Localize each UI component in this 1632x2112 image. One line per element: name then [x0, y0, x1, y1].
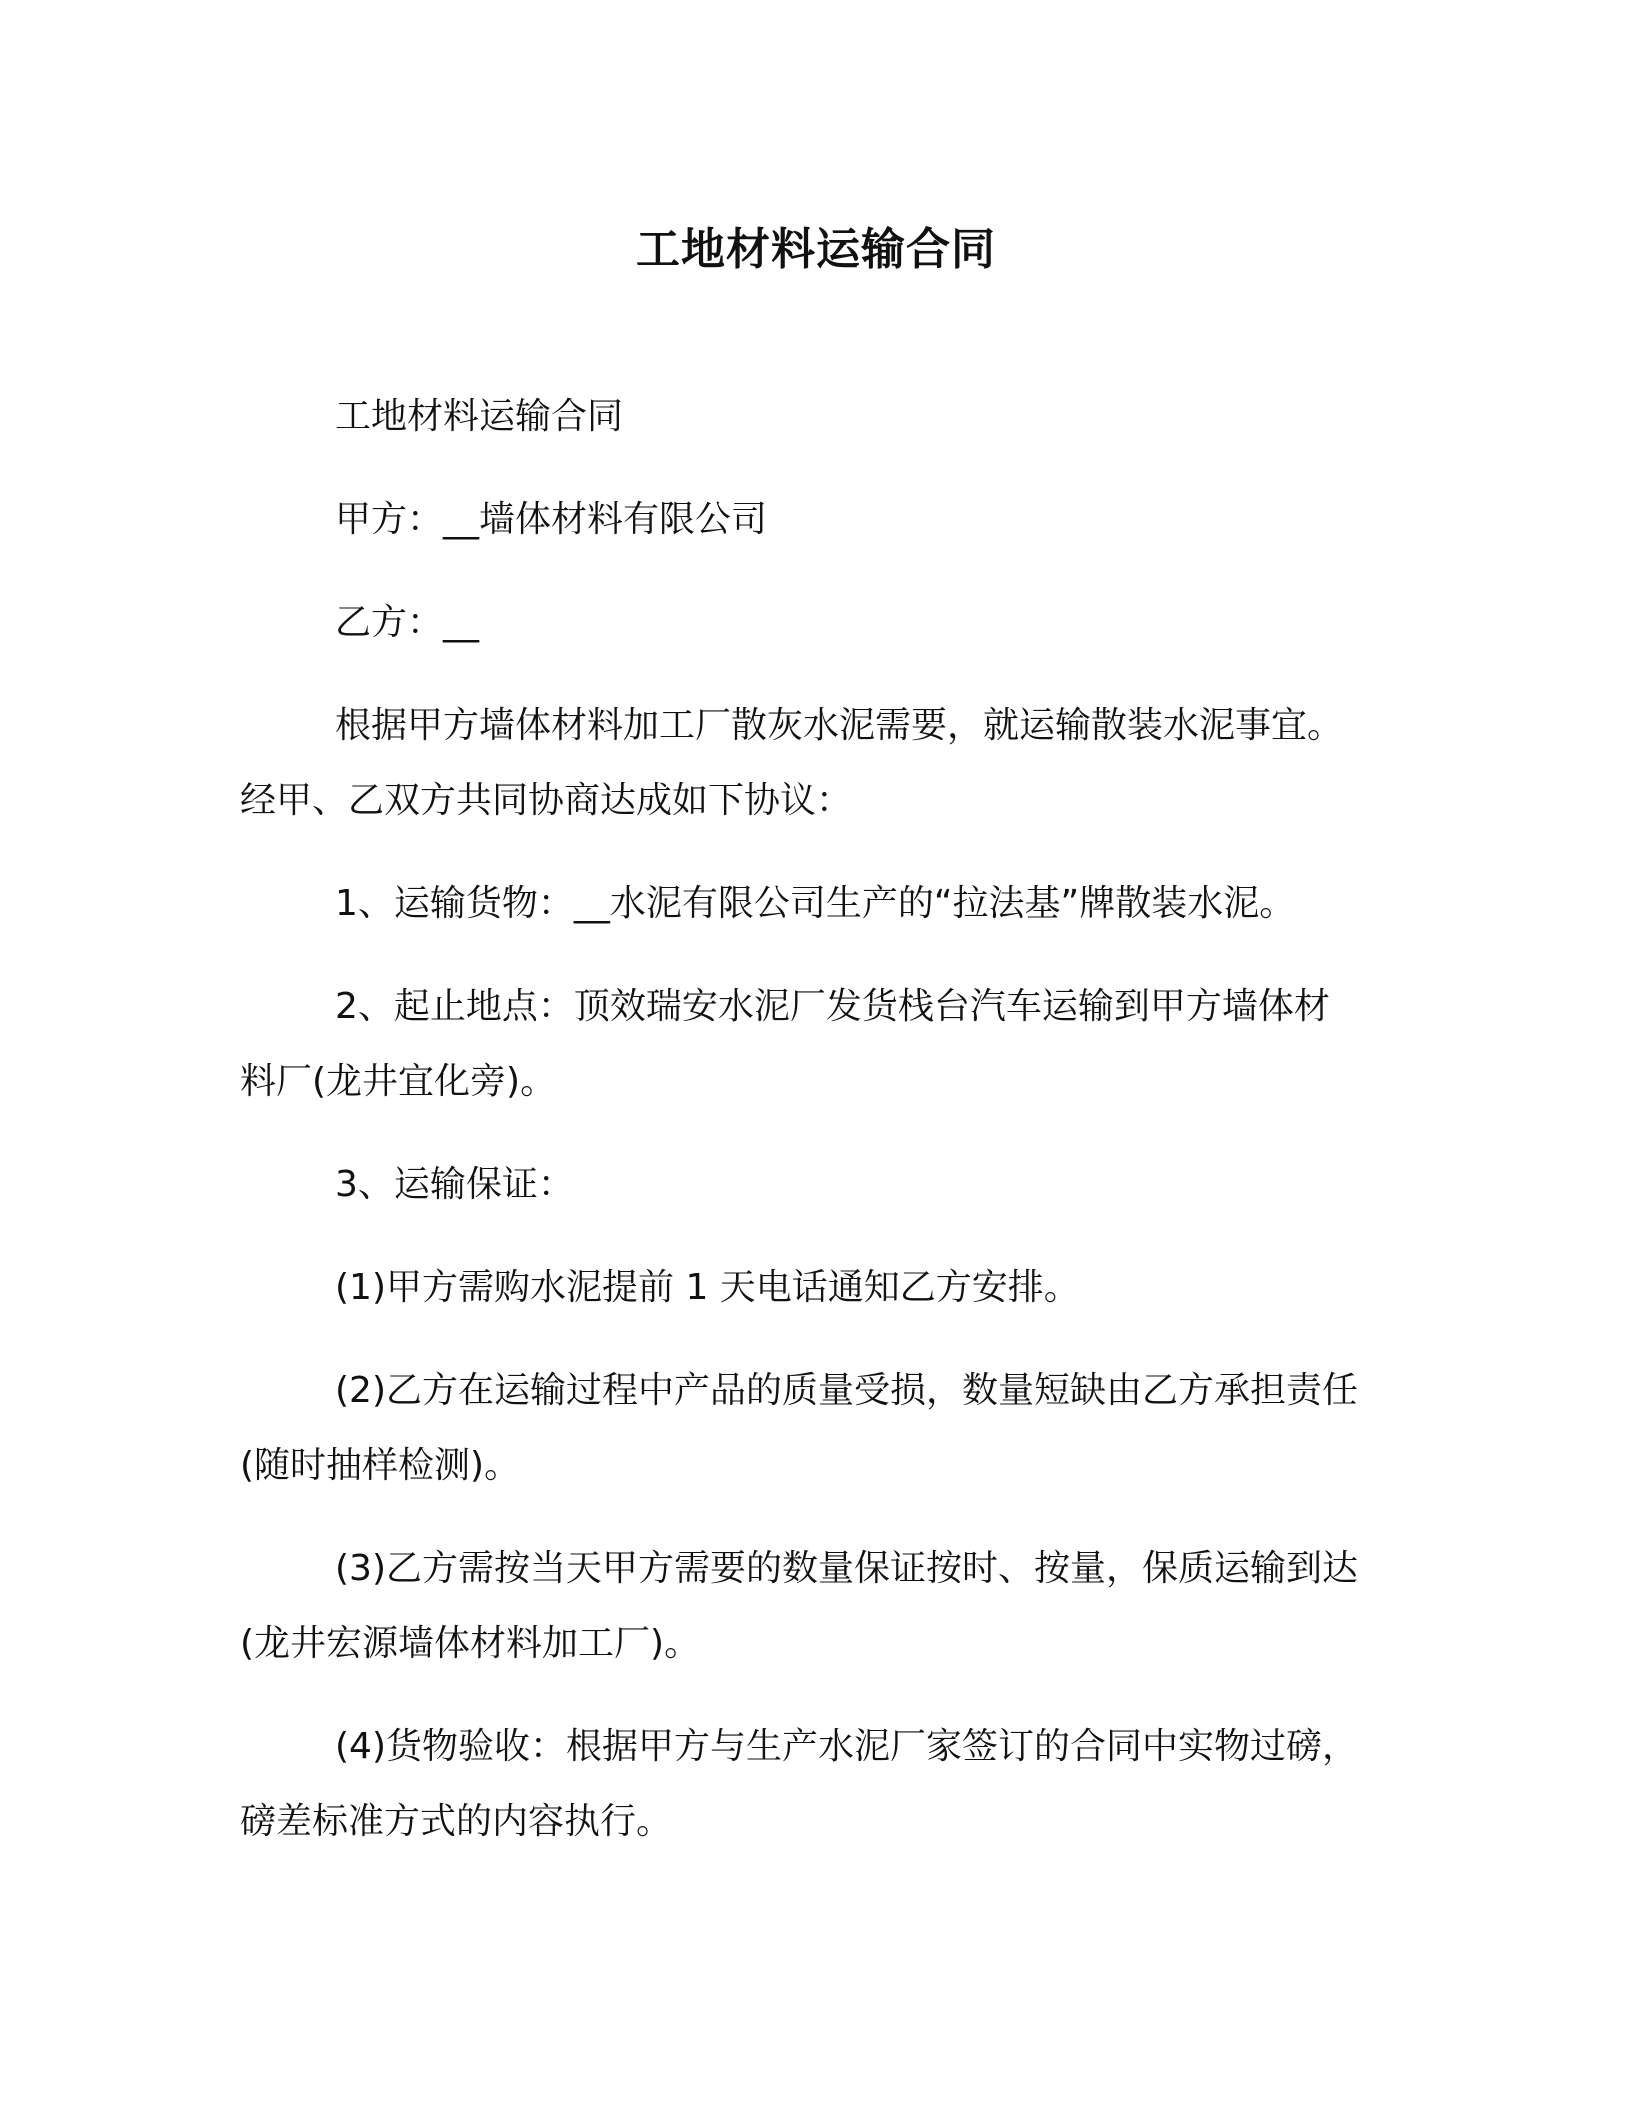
clause-3-item-2-line-1: (2)乙方在运输过程中产品的质量受损，数量短缺由乙方承担责任	[335, 1370, 1358, 1411]
preamble-line-1: 根据甲方墙体材料加工厂散灰水泥需要，就运输散装水泥事宜。	[335, 705, 1344, 746]
clause-1-line: 1、运输货物：__水泥有限公司生产的“拉法基”牌散装水泥。	[335, 883, 1296, 924]
clause-3-item-4-line-1: (4)货物验收：根据甲方与生产水泥厂家签订的合同中实物过磅，	[335, 1726, 1358, 1767]
clause-2-line-1: 2、起止地点：顶效瑞安水泥厂发货栈台汽车运输到甲方墙体材	[335, 986, 1330, 1027]
subtitle-line: 工地材料运输合同	[335, 396, 624, 437]
clause-3-item-3-line-2: (龙井宏源墙体材料加工厂)。	[240, 1623, 701, 1664]
party-a-line: 甲方：__墙体材料有限公司	[335, 499, 768, 540]
clause-3-heading: 3、运输保证：	[335, 1164, 574, 1205]
document-title: 工地材料运输合同	[636, 224, 996, 275]
clause-3-item-2-line-2: (随时抽样检测)。	[240, 1445, 521, 1486]
clause-2-line-2: 料厂(龙井宜化旁)。	[240, 1061, 557, 1102]
clause-3-item-3-line-1: (3)乙方需按当天甲方需要的数量保证按时、按量，保质运输到达	[335, 1548, 1358, 1589]
clause-3-item-4-line-2: 磅差标准方式的内容执行。	[240, 1801, 673, 1842]
preamble-line-2: 经甲、乙双方共同协商达成如下协议：	[240, 780, 853, 821]
party-b-line: 乙方：__	[335, 602, 480, 643]
clause-3-item-1: (1)甲方需购水泥提前 1 天电话通知乙方安排。	[335, 1267, 1080, 1308]
